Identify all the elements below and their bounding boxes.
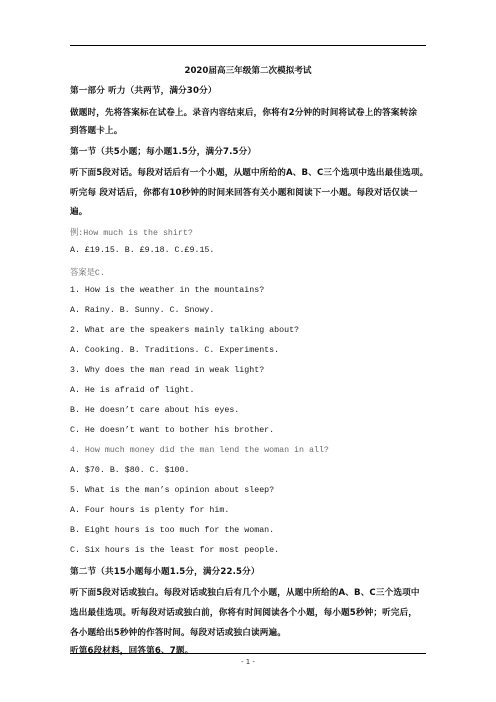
section-heading-listening: 第一部分 听力（共两节，满分30分） xyxy=(70,86,217,96)
question-5-option-a: A. Four hours is plenty for him. xyxy=(70,506,230,515)
instruction-line: 听完每 段对话后，你都有10秒钟的时间来回答有关小题和阅读下一小题。每段对话仅读一 xyxy=(70,188,418,198)
instruction-line: 做题时，先将答案标在试卷上。录音内容结束后，你将有2分钟的时间将试卷上的答案转涂 xyxy=(70,108,418,118)
question-2-options: A. Cooking. B. Traditions. C. Experiments. xyxy=(70,346,280,355)
question-3-option-c: C. He doesn’t want to bother his brother. xyxy=(70,426,275,435)
instruction-line: 听下面5段对话。每段对话后有一个小题，从题中所给的A、B、C三个选项中选出最佳选项。 xyxy=(70,168,429,178)
subsection-heading-2: 第二节（共15小题每小题1.5分，满分22.5分） xyxy=(70,567,260,577)
question-1: 1. How is the weather in the mountains? xyxy=(70,286,265,295)
question-3-option-b: B. He doesn’t care about his eyes. xyxy=(70,406,240,415)
question-4: 4. How much money did the man lend the woman in all? xyxy=(70,446,329,455)
footer-rule xyxy=(70,653,426,654)
header-rule xyxy=(70,45,426,46)
question-2: 2. What are the speakers mainly talking about? xyxy=(70,326,300,335)
example-options: A. £19.15. B. £9.18. C.£9.15. xyxy=(70,246,215,255)
question-5-option-b: B. Eight hours is too much for the woman. xyxy=(70,526,275,535)
instruction-line: 听下面5段对话或独白。每段对话或独白后有几个小题，从题中所给的A、B、C三个选项中 xyxy=(70,588,420,598)
question-5: 5. What is the man’s opinion about sleep? xyxy=(70,486,275,495)
question-3-option-a: A. He is afraid of light. xyxy=(70,386,195,395)
question-3: 3. Why does the man read in weak light? xyxy=(70,366,265,375)
question-4-options: A. $70. B. $80. C. $100. xyxy=(70,466,190,475)
example-question: 例:How much is the shirt? xyxy=(70,229,193,238)
page-number: - 1 - xyxy=(241,658,255,666)
instruction-line: 到答题卡上。 xyxy=(70,126,123,136)
material-6-heading: 听第6段材料，回答第6、7题。 xyxy=(70,646,194,656)
example-answer: 答案是C. xyxy=(70,269,105,278)
instruction-line: 各小题给出5秒钟的作答时间。每段对话或独白读两遍。 xyxy=(70,628,286,638)
subsection-heading-1: 第一节（共5小题；每小题1.5分，满分7.5分） xyxy=(70,147,257,157)
instruction-line: 选出最佳选项。听每段对话或独白前，你将有时间阅读各个小题，每小题5秒钟；听完后， xyxy=(70,608,418,618)
question-5-option-c: C. Six hours is the least for most people. xyxy=(70,546,280,555)
instruction-line: 遍。 xyxy=(70,207,88,217)
question-1-options: A. Rainy. B. Sunny. C. Snowy. xyxy=(70,306,215,315)
page-title: 2020届高三年级第二次模拟考试 xyxy=(184,66,312,76)
